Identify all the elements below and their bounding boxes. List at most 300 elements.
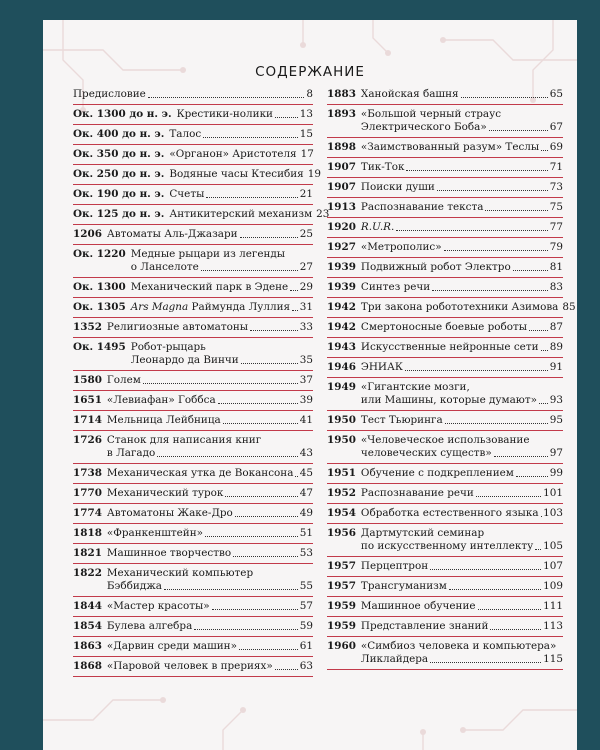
toc-entry-title-main: Леонардо да Винчи: [130, 354, 239, 366]
toc-entry-title-main: Религиозные автоматоны: [106, 321, 249, 333]
toc-entry-title-main: Перцептрон: [360, 560, 429, 572]
toc-entry-year: 1893: [327, 108, 356, 120]
toc-entry-title: [107, 660, 313, 673]
toc-entry-title: [131, 354, 313, 367]
toc-entry-leader: [445, 423, 548, 424]
toc-entry-title-text: [169, 168, 303, 181]
toc-entry-title-line: Робот-рыцарь: [130, 341, 206, 353]
toc-entry-title: [361, 560, 563, 573]
toc-entry[interactable]: [73, 165, 321, 185]
toc-entry-body: [131, 278, 313, 297]
toc-entry-title-text: [361, 560, 428, 573]
toc-entry-year: 1954: [327, 507, 356, 519]
toc-entry-title-text: [73, 88, 146, 101]
toc-entry-year: 1844: [73, 600, 102, 612]
toc-entry-title-line: «Гигантские мозги,: [360, 381, 470, 393]
toc-entry-page: 79: [549, 241, 563, 253]
toc-entry[interactable]: [327, 158, 563, 178]
toc-entry-title: [107, 620, 313, 633]
toc-entry-leader: [157, 456, 298, 457]
toc-entry-page: 75: [549, 201, 563, 213]
toc-entry-title-main: «Паровой человек в прериях»: [106, 660, 273, 672]
toc-entry-year: 1714: [73, 414, 102, 426]
toc-entry-year: 1651: [73, 394, 102, 406]
toc-entry-leader: [148, 97, 305, 98]
toc-entry[interactable]: [73, 105, 313, 125]
toc-entry-title: [107, 640, 313, 653]
toc-entry-leader: [516, 476, 548, 477]
toc-entry-page: 53: [299, 547, 313, 559]
toc-entry[interactable]: [73, 125, 313, 145]
toc-entry-title-main: Три закона робототехники Азимова: [360, 301, 559, 313]
toc-entry-title-line: «Симбиоз человека и компьютера»: [360, 640, 557, 652]
toc-entry-title-text: [107, 547, 231, 560]
toc-entry-page: 35: [299, 354, 313, 366]
toc-entry-body: [107, 225, 313, 244]
toc-entry-title: [361, 414, 563, 427]
toc-entry[interactable]: [73, 484, 313, 504]
toc-entry[interactable]: [327, 258, 563, 278]
toc-entry-body: [107, 371, 313, 390]
toc-entry[interactable]: [73, 245, 313, 278]
toc-entry-body: [107, 391, 313, 410]
toc-entry-title-main: в Лагадо: [106, 447, 156, 459]
toc-entry-body: [361, 138, 563, 157]
toc-entry-leader: [292, 310, 298, 311]
toc-entry-title-main: Поиски души: [360, 181, 435, 193]
toc-entry-leader: [485, 210, 547, 211]
toc-entry[interactable]: [327, 431, 563, 464]
toc-entry-leader: [461, 97, 548, 98]
toc-entry-body: [361, 617, 563, 636]
toc-entry-leader: [290, 290, 298, 291]
toc-entry-title-main: Крестики-нолики: [176, 108, 273, 120]
toc-entry-title: [361, 580, 563, 593]
toc-entry-title: [107, 374, 313, 387]
toc-entry-title-main: «Метрополис»: [360, 241, 442, 253]
toc-entry[interactable]: [327, 105, 563, 138]
toc-entry-title-main: Раймунда Луллия: [188, 301, 291, 313]
toc-entry-year: 1956: [327, 527, 356, 539]
toc-entry-title: [131, 281, 313, 294]
toc-entry-title-main: «Мастер красоты»: [106, 600, 210, 612]
toc-entry-year: 1774: [73, 507, 102, 519]
toc-entry[interactable]: [327, 298, 576, 318]
toc-entry-year: Ок. 125 до н. э.: [73, 208, 165, 220]
toc-entry-year: 1821: [73, 547, 102, 559]
toc-entry[interactable]: [327, 85, 563, 105]
toc-entry-title-main: Искусственные нейронные сети: [360, 341, 539, 353]
toc-entry-year: 1951: [327, 467, 356, 479]
toc-entry-leader: [143, 383, 298, 384]
toc-entry-leader: [206, 197, 297, 198]
toc-entry-year: 1959: [327, 600, 356, 612]
toc-entry-title-text: [131, 354, 239, 367]
toc-entry-page: 37: [299, 374, 313, 386]
toc-entry-title: [361, 620, 563, 633]
toc-entry-leader: [476, 496, 541, 497]
toc-entry-page: 101: [543, 487, 563, 499]
toc-entry-title-text: [169, 128, 201, 141]
toc-entry-leader: [541, 150, 548, 151]
toc-entry[interactable]: [327, 411, 563, 431]
toc-entry-leader: [250, 330, 298, 331]
toc-entry-year: 1883: [327, 88, 356, 100]
toc-entry-title-text: [361, 540, 533, 553]
toc-entry-title: [361, 181, 563, 194]
toc-entry-title-text: [361, 653, 428, 666]
toc-entry-title: [361, 394, 563, 407]
toc-entry[interactable]: [327, 484, 563, 504]
toc-entry-title-text: [107, 580, 162, 593]
toc-entry-title-text: [107, 600, 210, 613]
toc-entry[interactable]: [73, 617, 313, 637]
toc-entry-page: 65: [549, 88, 563, 100]
toc-entry[interactable]: [73, 657, 313, 677]
toc-entry-page: 95: [549, 414, 563, 426]
toc-entry-body: [107, 564, 313, 596]
toc-entry[interactable]: [73, 431, 313, 464]
toc-entry-body: [107, 544, 313, 563]
toc-entry[interactable]: [327, 338, 563, 358]
toc-entry-body: [107, 637, 313, 656]
toc-entry-year: 1738: [73, 467, 102, 479]
toc-entry-title-main: или Машины, которые думают»: [360, 394, 537, 406]
toc-right-column: [327, 85, 576, 670]
toc-entry[interactable]: [73, 338, 313, 371]
toc-entry-title: [107, 467, 313, 480]
toc-entry-title-main: Ханойская башня: [360, 88, 459, 100]
toc-entry-body: [361, 524, 563, 556]
toc-entry-year: 1957: [327, 580, 356, 592]
toc-entry-title-main: Обучение с подкреплением: [360, 467, 514, 479]
toc-entry-body: [361, 105, 563, 137]
toc-entry[interactable]: [73, 145, 313, 165]
toc-entry-body: [361, 85, 563, 104]
toc-entry-body: [361, 318, 563, 337]
toc-entry-body: [169, 145, 313, 164]
toc-entry-title: [361, 121, 563, 134]
toc-entry-year: Ок. 1305: [73, 301, 126, 313]
toc-entry-title-text: [107, 640, 237, 653]
toc-entry-title-text: [361, 121, 487, 134]
toc-entry-title: [361, 467, 563, 480]
toc-entry-title-main: Синтез речи: [360, 281, 431, 293]
toc-entry-page: 113: [543, 620, 563, 632]
toc-entry-year: 1854: [73, 620, 102, 632]
toc-entry-title-main: Машинное творчество: [106, 547, 232, 559]
toc-entry-body: [131, 298, 313, 317]
toc-entry-title-main: «Дарвин среди машин»: [106, 640, 237, 652]
toc-entry-leader: [444, 250, 548, 251]
toc-entry-body: [361, 577, 563, 596]
toc-entry-title-italic: R.U.R.: [360, 221, 395, 233]
toc-entry-page: 99: [549, 467, 563, 479]
toc-entry-year: 1770: [73, 487, 102, 499]
toc-entry[interactable]: [73, 637, 313, 657]
toc-entry-title-text: [361, 161, 405, 174]
toc-entry-title: [361, 221, 563, 234]
toc-entry-title-text: [107, 228, 238, 241]
toc-entry-page: 25: [299, 228, 313, 240]
toc-entry-title: [360, 301, 576, 314]
toc-entry-body: [361, 557, 563, 576]
toc-entry[interactable]: [73, 504, 313, 524]
toc-entry-page: 27: [299, 261, 313, 273]
toc-entry[interactable]: [73, 205, 330, 225]
toc-entry-body: [361, 411, 563, 430]
toc-entry-year: 1950: [327, 414, 356, 426]
toc-entry[interactable]: [327, 597, 563, 617]
toc-entry-leader: [233, 556, 298, 557]
toc-entry[interactable]: [73, 371, 313, 391]
toc-entry-title: [107, 527, 313, 540]
toc-entry-body: [361, 198, 563, 217]
toc-entry-title-line: Механический компьютер: [106, 567, 254, 579]
toc-entry[interactable]: [73, 391, 313, 411]
toc-entry-title-main: Распознавание речи: [360, 487, 474, 499]
toc-entry-leader: [489, 130, 548, 131]
toc-entry-leader: [212, 609, 298, 610]
toc-entry-page: 97: [549, 447, 563, 459]
toc-entry-year: 1206: [73, 228, 102, 240]
toc-entry-title: [361, 447, 563, 460]
toc-entry-title-line: «Большой черный страус: [360, 108, 502, 120]
toc-entry-title-text: [177, 108, 273, 121]
toc-entry-title-main: о Ланселоте: [130, 261, 199, 273]
toc-entry-leader: [239, 649, 298, 650]
toc-entry-body: [107, 504, 313, 523]
toc-entry[interactable]: [327, 278, 563, 298]
toc-entry-title-main: Тик-Ток: [360, 161, 405, 173]
toc-entry-title-text: [361, 447, 492, 460]
toc-entry-year: 1822: [73, 567, 102, 579]
toc-entry-body: [361, 338, 563, 357]
toc-entry[interactable]: [327, 318, 563, 338]
toc-entry-year: 1927: [327, 241, 356, 253]
toc-entry-title: [107, 600, 313, 613]
toc-entry[interactable]: [73, 464, 313, 484]
toc-entry-body: [361, 258, 563, 277]
toc-entry-title-text: [107, 394, 216, 407]
toc-entry-body: [107, 597, 313, 616]
toc-entry-title: [131, 261, 313, 274]
toc-entry-title-main: Водяные часы Ктесибия: [169, 168, 304, 180]
toc-entry[interactable]: [73, 524, 313, 544]
toc-entry[interactable]: [327, 577, 563, 597]
toc-entry-title-main: Подвижный робот Электро: [360, 261, 511, 273]
toc-entry-page: 85: [562, 301, 576, 313]
toc-entry[interactable]: [327, 617, 563, 637]
toc-entry-title-text: [131, 261, 199, 274]
toc-entry-body: [131, 245, 313, 277]
toc-entry-page: 105: [543, 540, 563, 552]
toc-entry[interactable]: [73, 298, 313, 318]
toc-entry[interactable]: [327, 524, 563, 557]
toc-entry-year: 1868: [73, 660, 102, 672]
toc-entry-page: 51: [299, 527, 313, 539]
toc-entry-title-text: [361, 361, 403, 374]
toc-entry[interactable]: [327, 178, 563, 198]
toc-entry-leader: [295, 476, 297, 477]
toc-entry[interactable]: [73, 564, 313, 597]
toc-entry[interactable]: [73, 225, 313, 245]
toc-entry[interactable]: [327, 198, 563, 218]
toc-entry-title-main: человеческих существ»: [360, 447, 492, 459]
toc-entry-page: 47: [299, 487, 313, 499]
toc-entry-title-main: Механический парк в Эдене: [130, 281, 289, 293]
toc-entry-title-text: [361, 580, 447, 593]
toc-entry-title-main: Смертоносные боевые роботы: [360, 321, 528, 333]
toc-entry-page: 111: [543, 600, 563, 612]
toc-entry-title-main: Трансгуманизм: [360, 580, 447, 592]
toc-entry-body: [361, 484, 563, 503]
toc-entry-page: 71: [549, 161, 563, 173]
toc-entry-title-main: Ликлайдера: [360, 653, 429, 665]
toc-entry-year: 1942: [327, 301, 356, 313]
toc-entry[interactable]: [73, 544, 313, 564]
toc-entry-year: 1907: [327, 181, 356, 193]
toc-entry-leader: [223, 423, 298, 424]
toc-entry-title-main: Обработка естественного языка: [360, 507, 539, 519]
toc-entry-title: [361, 600, 563, 613]
toc-entry-body: [107, 411, 313, 430]
toc-entry-title-text: [361, 201, 483, 214]
toc-entry-title-text: [361, 600, 476, 613]
toc-entry-title-text: [107, 527, 203, 540]
toc-entry-title-text: [107, 660, 273, 673]
toc-entry-title-main: Мельница Лейбница: [106, 414, 221, 426]
toc-entry-leader: [405, 370, 548, 371]
toc-entry-title-text: [361, 414, 443, 427]
toc-entry-body: [169, 205, 330, 224]
toc-entry-body: [361, 158, 563, 177]
toc-entry-page: 77: [549, 221, 563, 233]
toc-entry[interactable]: [327, 138, 563, 158]
toc-entry-leader: [201, 270, 298, 271]
toc-entry-page: 33: [299, 321, 313, 333]
toc-entry-body: [360, 298, 576, 317]
toc-entry[interactable]: [327, 464, 563, 484]
toc-entry-title-text: [107, 467, 293, 480]
toc-entry-body: [361, 637, 563, 669]
toc-entry-leader: [194, 629, 298, 630]
toc-entry-page: 13: [299, 108, 313, 120]
toc-entry-title: [361, 141, 563, 154]
toc-entry-title-text: [361, 341, 539, 354]
toc-entry[interactable]: [73, 411, 313, 431]
toc-entry-title-text: [361, 88, 459, 101]
toc-entry-title-main: «Франкенштейн»: [106, 527, 204, 539]
toc-entry-title-text: [169, 148, 296, 161]
toc-entry[interactable]: [327, 218, 563, 238]
toc-entry-year: 1939: [327, 261, 356, 273]
toc-entry-title-main: Голем: [106, 374, 141, 386]
toc-entry-page: 43: [299, 447, 313, 459]
toc-entry-title-main: «Органон» Аристотеля: [169, 148, 297, 160]
toc-entry-title: [169, 168, 321, 181]
toc-entry-title-text: [361, 181, 435, 194]
toc-entry-page: 19: [307, 168, 321, 180]
toc-entry[interactable]: [73, 185, 313, 205]
toc-entry-page: 63: [299, 660, 313, 672]
toc-entry-body: [361, 278, 563, 297]
toc-entry-leader: [535, 549, 541, 550]
toc-entry-page: 83: [549, 281, 563, 293]
toc-entry-page: 103: [543, 507, 563, 519]
toc-entry-leader: [541, 350, 548, 351]
toc-entry-leader: [225, 496, 297, 497]
toc-entry-leader: [490, 629, 541, 630]
toc-entry-title: [107, 414, 313, 427]
toc-entry-year: 1352: [73, 321, 102, 333]
toc-entry-title: [107, 487, 313, 500]
toc-entry-title-main: Талос: [169, 128, 202, 140]
toc-entry[interactable]: [327, 637, 563, 670]
toc-entry-body: [361, 431, 563, 463]
toc-entry-leader: [430, 569, 541, 570]
toc-entry-body: [361, 178, 563, 197]
toc-entry-page: 59: [299, 620, 313, 632]
toc-entry-leader: [396, 230, 547, 231]
toc-entry-title: [361, 281, 563, 294]
toc-entry[interactable]: [73, 278, 313, 298]
toc-entry-year: 1959: [327, 620, 356, 632]
toc-entry-title-main: по искусственному интеллекту: [360, 540, 534, 552]
toc-entry-title: [107, 394, 313, 407]
toc-entry-leader: [275, 117, 298, 118]
toc-entry-title: [361, 540, 563, 553]
toc-entry-body: [107, 617, 313, 636]
book-page: [43, 20, 577, 750]
toc-entry-page: 31: [299, 301, 313, 313]
toc-entry-title-text: [107, 620, 192, 633]
toc-entry-page: 81: [549, 261, 563, 273]
toc-entry[interactable]: [73, 597, 313, 617]
toc-entry-leader: [432, 290, 548, 291]
toc-entry-leader: [275, 669, 298, 670]
toc-entry-page: 73: [549, 181, 563, 193]
toc-entry-title-main: Предисловие: [73, 88, 146, 100]
toc-entry-year: Ок. 190 до н. э.: [73, 188, 165, 200]
toc-entry[interactable]: [327, 238, 563, 258]
toc-entry-title-text: [361, 620, 489, 633]
toc-entry-page: 87: [549, 321, 563, 333]
toc-entry-year: 1726: [73, 434, 102, 446]
toc-entry[interactable]: [327, 557, 563, 577]
toc-entry-title: [169, 208, 330, 221]
toc-entry-title: [361, 241, 563, 254]
toc-entry-title-italic: Ars Magna: [130, 301, 189, 313]
toc-entry[interactable]: [73, 318, 313, 338]
toc-entry-leader: [241, 363, 298, 364]
toc-entry-leader: [494, 456, 548, 457]
toc-entry-body: [73, 85, 313, 104]
toc-entry[interactable]: [73, 85, 313, 105]
toc-entry-title-main: Механическая утка де Вокансона: [106, 467, 294, 479]
toc-entry[interactable]: [327, 358, 563, 378]
toc-entry-title: [361, 487, 563, 500]
toc-entry-title-main: Механический турок: [106, 487, 224, 499]
toc-entry-title: [73, 88, 313, 101]
toc-entry[interactable]: [327, 504, 563, 524]
toc-entry-year: 1898: [327, 141, 356, 153]
toc-entry[interactable]: [327, 378, 563, 411]
toc-entry-title: [107, 228, 313, 241]
toc-entry-leader: [449, 589, 541, 590]
toc-entry-title-text: [361, 241, 442, 254]
toc-entry-title: [361, 507, 563, 520]
